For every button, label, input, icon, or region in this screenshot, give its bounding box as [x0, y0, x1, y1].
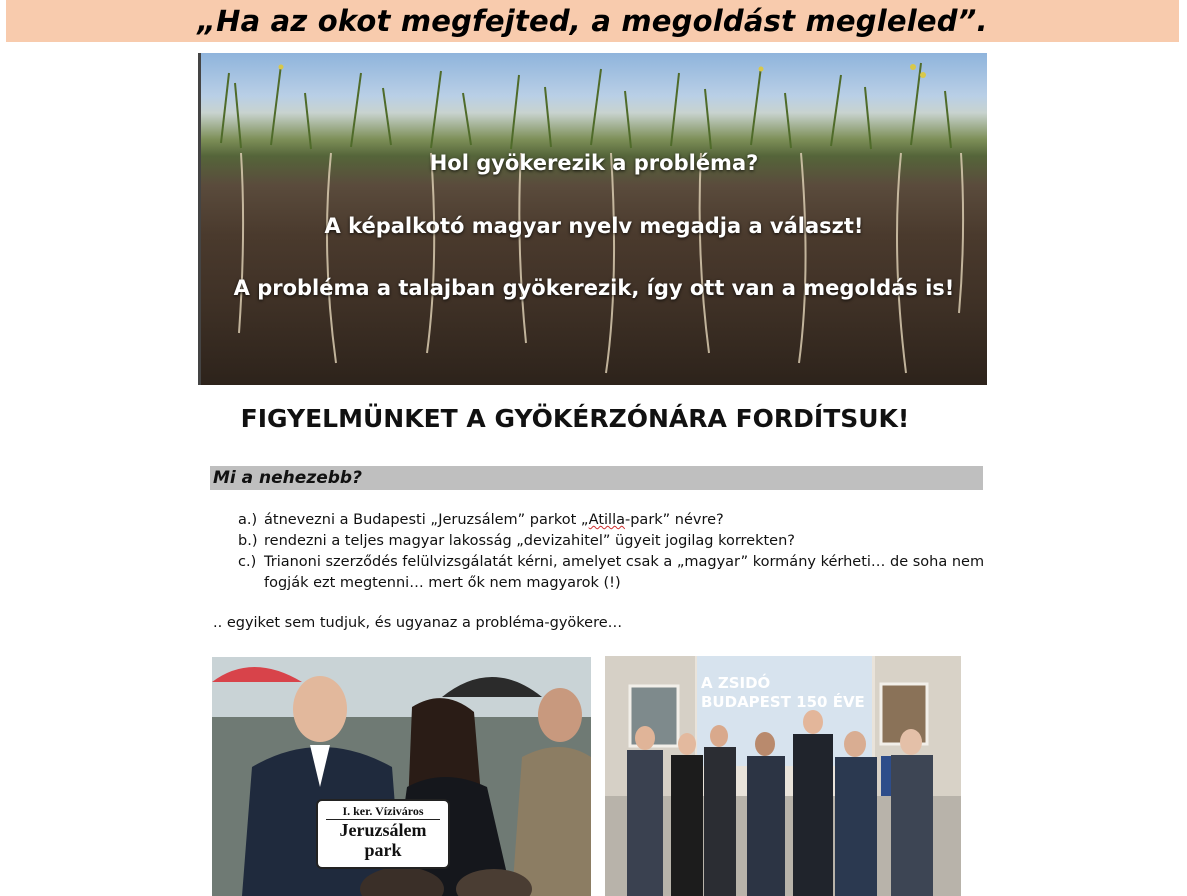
- quote-banner: [6, 0, 1179, 42]
- hero-image: [198, 53, 987, 385]
- photo-group: [605, 656, 961, 896]
- list-item-b: [238, 531, 998, 552]
- hero-line-3: A probléma a talajban gyökerezik, így ott van a megoldás is!: [233, 276, 955, 300]
- list-marker: c.): [238, 554, 257, 570]
- main-headline: FIGYELMÜNKET A GYÖKÉRZÓNÁRA FORDÍTSUK!: [240, 404, 910, 433]
- street-sign: I. ker. Víziváros Jeruzsálem park: [316, 799, 450, 869]
- question-bar: [210, 466, 983, 490]
- list-item-a: [238, 510, 998, 531]
- photo-park-sign: [212, 657, 591, 896]
- list-text: átnevezni a Budapesti „Jeruzsálem” parkot „Atilla-park” névre?: [264, 512, 724, 528]
- hero-line-1: Hol gyökerezik a probléma?: [429, 151, 759, 175]
- options-list: [238, 510, 998, 594]
- list-text: Trianoni szerződés felülvizsgálatát kérni, amelyet csak a „magyar” kormány kérheti… de soha nem fogják ezt megtenni… mert ők nem magyarok (!): [264, 554, 985, 591]
- quote-text: „Ha az okot megfejted, a megoldást megleled”.: [197, 4, 988, 38]
- list-marker: a.): [238, 512, 258, 528]
- list-text: rendezni a teljes magyar lakosság „devizahitel” ügyeit jogilag korrekten?: [264, 533, 795, 549]
- question-title: Mi a nehezebb?: [213, 468, 362, 488]
- conclusion-note: .. egyiket sem tudjuk, és ugyanaz a probléma-gyökere…: [213, 615, 623, 631]
- hero-line-2: A képalkotó magyar nyelv megadja a választ!: [324, 214, 864, 238]
- banner-wall-text: A ZSIDÓ BUDAPEST 150 ÉVE: [701, 674, 865, 711]
- list-item-c: [238, 552, 998, 594]
- list-marker: b.): [238, 533, 258, 549]
